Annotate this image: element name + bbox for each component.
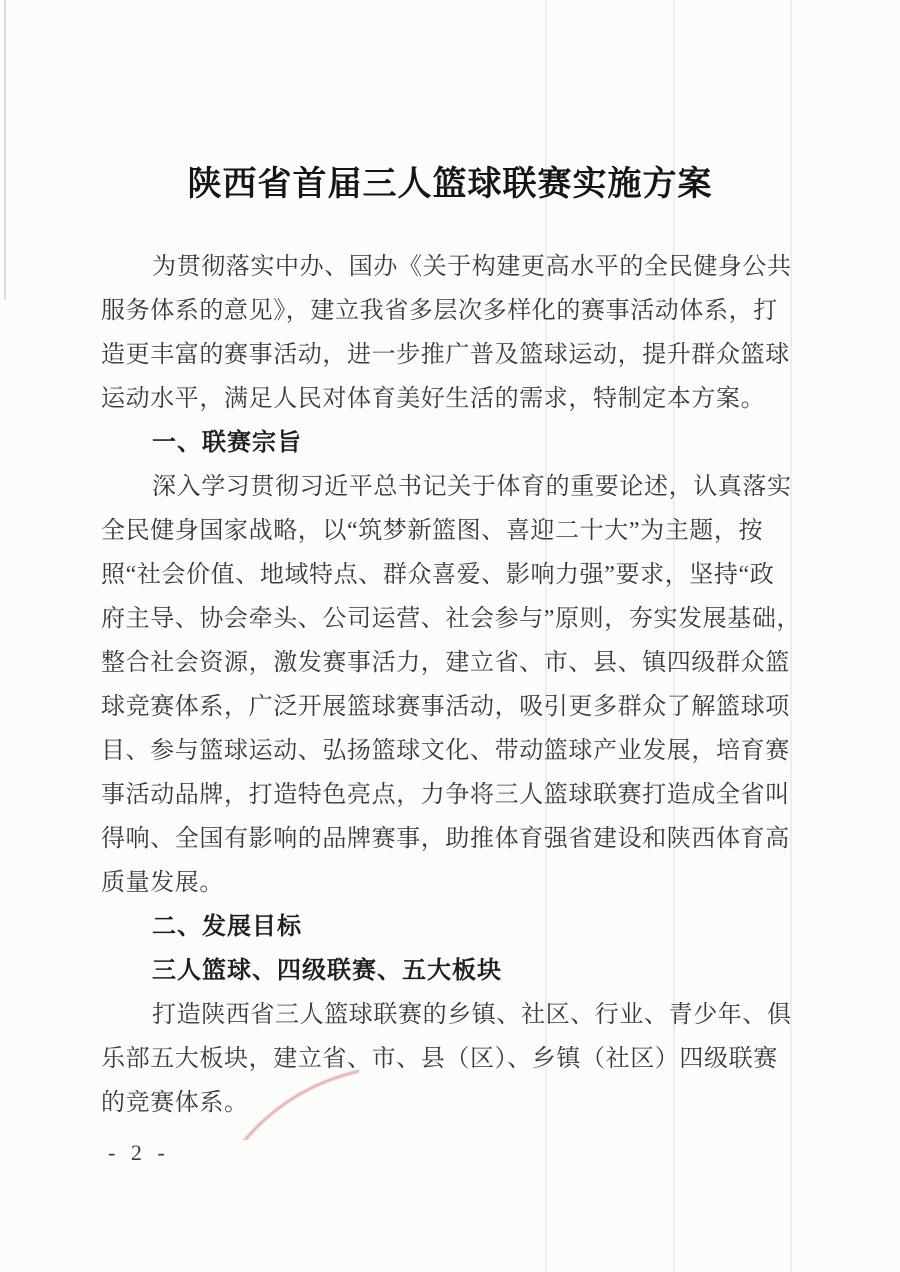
page-number: - 2 - [108, 1140, 170, 1165]
body-line: 造更丰富的赛事活动，进一步推广普及篮球运动，提升群众篮球 [101, 342, 790, 368]
body-line: 得响、全国有影响的品牌赛事，助推体育强省建设和陕西体育高 [101, 826, 790, 852]
body-line: 为贯彻落实中办、国办《关于构建更高水平的全民健身公共 [152, 254, 792, 280]
body-line: 质量发展。 [101, 870, 224, 896]
body-line: 的竞赛体系。 [101, 1090, 249, 1116]
body-line: 事活动品牌，打造特色亮点，力争将三人篮球联赛打造成全省叫 [101, 782, 790, 808]
body-line: 服务体系的意见》，建立我省多层次多样化的赛事活动体系，打 [101, 298, 778, 324]
section-heading: 一、联赛宗旨 [152, 429, 302, 456]
body-line: 球竞赛体系，广泛开展篮球赛事活动，吸引更多群众了解篮球项 [101, 694, 790, 720]
body-line: 运动水平，满足人民对体育美好生活的需求，特制定本方案。 [101, 386, 766, 412]
sub-heading: 三人篮球、四级联赛、五大板块 [152, 957, 502, 984]
body-line: 打造陕西省三人篮球联赛的乡镇、社区、行业、青少年、俱 [152, 1002, 792, 1028]
body-line: 照“社会价值、地域特点、群众喜爱、影响力强”要求，坚持“政 [101, 562, 775, 588]
body-line: 整合社会资源，激发赛事活力，建立省、市、县、镇四级群众篮 [101, 650, 790, 676]
doc-body [101, 245, 802, 1125]
section-heading: 二、发展目标 [152, 913, 302, 940]
body-line: 乐部五大板块，建立省、市、县（区）、乡镇（社区）四级联赛 [101, 1046, 778, 1072]
body-line: 全民健身国家战略，以“筑梦新篮图、喜迎二十大”为主题，按 [101, 518, 764, 544]
doc-title: 陕西省首届三人篮球联赛实施方案 [187, 166, 713, 203]
body-line: 目、参与篮球运动、弘扬篮球文化、带动篮球产业发展，培育赛 [101, 738, 790, 764]
body-line: 深入学习贯彻习近平总书记关于体育的重要论述，认真落实 [152, 474, 792, 500]
scan-edge-artifact [4, 0, 6, 300]
body-line: 府主导、协会牵头、公司运营、社会参与”原则，夯实发展基础， [101, 606, 802, 632]
